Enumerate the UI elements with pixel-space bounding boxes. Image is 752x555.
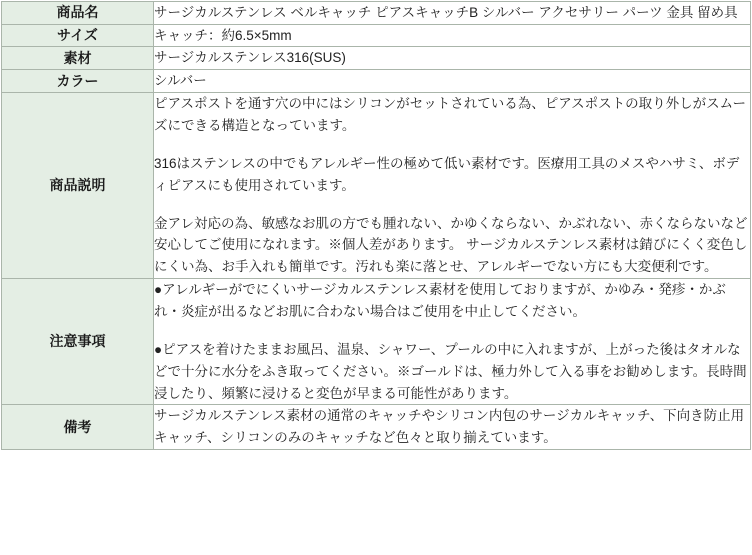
row-label-description: 商品説明 <box>2 93 154 279</box>
paragraph: ピアスポストを通す穴の中にはシリコンがセットされている為、ピアスポストの取り外しがスムーズにできる構造となっています。 <box>154 96 746 134</box>
paragraph: 金アレ対応の為、敏感なお肌の方でも腫れない、かゆくならない、かぶれない、赤くならないなど安心してご使用になれます。※個人差があります。 サージカルステンレス素材は錆びにくく変色しにくい為、お手入れも簡単です。汚れも楽に落とせ、アレルギーでない方にも大変便利です。 <box>154 215 748 275</box>
paragraph: ●ピアスを着けたままお風呂、温泉、シャワー、プールの中に入れますが、上がった後はタオルなどで十分に水分をふき取ってください。※ゴールドは、極力外して入る事をお勧めします。長時間浸したり、頻繁に浸けると変色が早まる可能性があります。 <box>154 341 747 401</box>
paragraph: シルバー <box>154 73 207 89</box>
row-value-color <box>154 70 751 93</box>
spec-table-body <box>2 2 751 450</box>
row-label-color: カラー <box>2 70 154 93</box>
product-spec-table <box>1 1 751 450</box>
paragraph: サージカルステンレス ベルキャッチ ピアスキャッチB シルバー アクセサリー パーツ 金具 留め具 <box>154 5 738 20</box>
table-row-material <box>2 47 751 70</box>
row-label-size: サイズ <box>2 24 154 47</box>
row-value-description <box>154 93 751 279</box>
row-label-material: 素材 <box>2 47 154 70</box>
row-value-remarks <box>154 405 751 450</box>
paragraph: 316はステンレスの中でもアレルギー性の極めて低い素材です。医療用工具のメスやハサミ、ボディピアスにも使用されています。 <box>154 155 740 193</box>
table-row-color <box>2 70 751 93</box>
row-value-material <box>154 47 751 70</box>
table-row-remarks <box>2 405 751 450</box>
table-row-product-name <box>2 2 751 25</box>
paragraph: キャッチ：約6.5×5mm <box>154 27 292 43</box>
row-label-product-name: 商品名 <box>2 2 154 25</box>
row-label-caution: 注意事項 <box>2 279 154 405</box>
paragraph: ●アレルギーがでにくいサージカルステンレス素材を使用しておりますが、かゆみ・発疹・かぶれ・炎症が出るなどお肌に合わない場合はご使用を中止してください。 <box>154 282 726 320</box>
paragraph: サージカルステンレス316(SUS) <box>154 50 346 66</box>
table-row-caution <box>2 279 751 405</box>
paragraph: サージカルステンレス素材の通常のキャッチやシリコン内包のサージカルキャッチ、下向き防止用キャッチ、シリコンのみのキャッチなど色々と取り揃えています。 <box>154 408 745 446</box>
row-label-remarks: 備考 <box>2 405 154 450</box>
table-row-description <box>2 93 751 279</box>
row-value-caution <box>154 279 751 405</box>
row-value-product-name <box>154 2 751 25</box>
table-row-size <box>2 24 751 47</box>
row-value-size <box>154 24 751 47</box>
